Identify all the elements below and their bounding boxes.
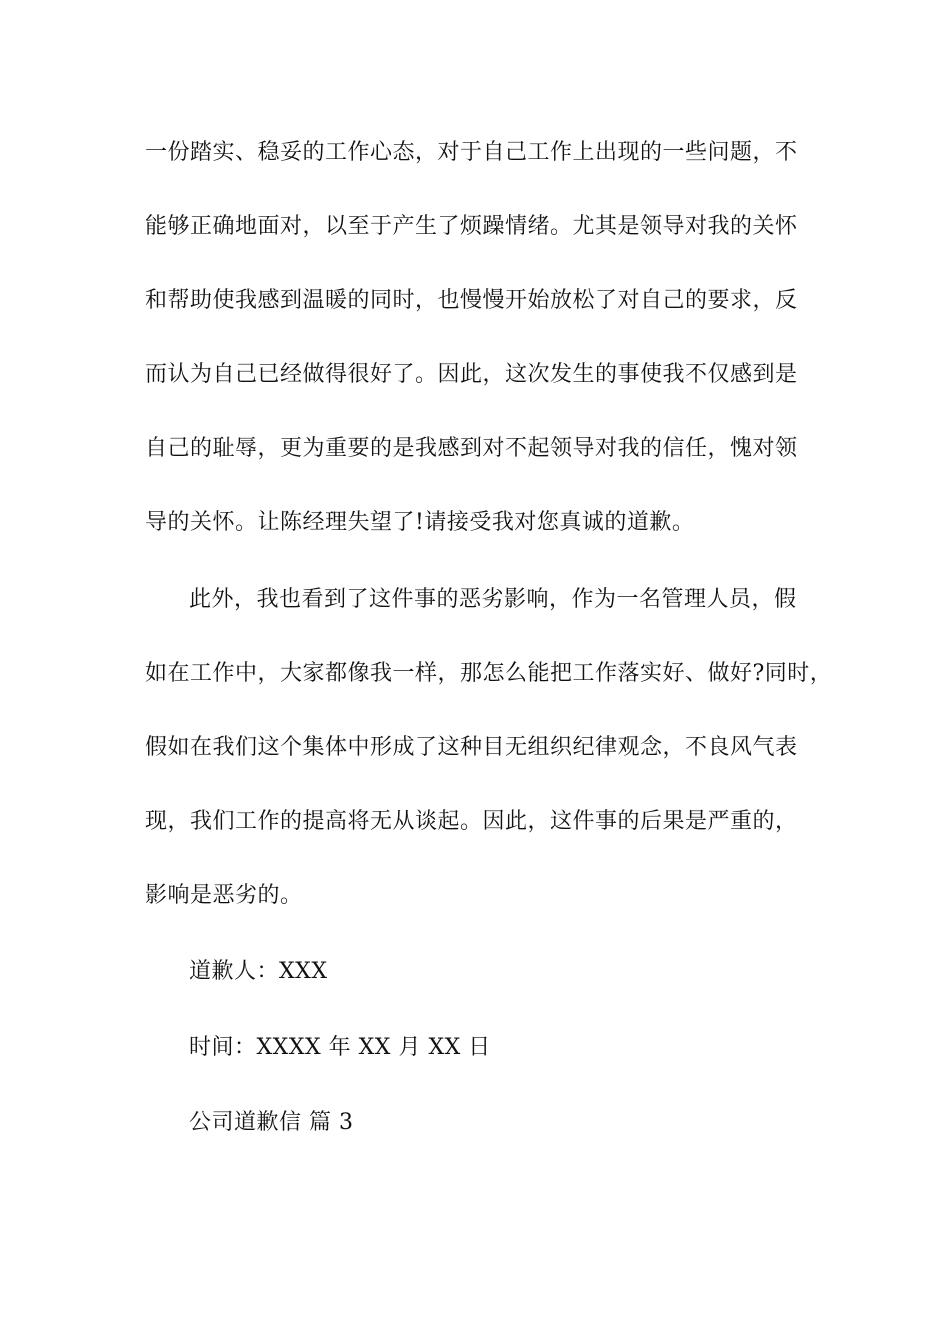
paragraph-line: 而认为自己已经做得很好了。因此，这次发生的事使我不仅感到是 (145, 362, 798, 387)
signature-line: 道歉人：XXX (189, 959, 328, 984)
paragraph-line: 此外，我也看到了这件事的恶劣影响，作为一名管理人员，假 (189, 587, 797, 612)
paragraph-line: 如在工作中，大家都像我一样，那怎么能把工作落实好、做好?同时， (145, 661, 833, 686)
paragraph-line: 现，我们工作的提高将无从谈起。因此，这件事的后果是严重的， (145, 809, 798, 834)
paragraph-line: 和帮助使我感到温暖的同时，也慢慢开始放松了对自己的要求，反 (145, 288, 798, 313)
paragraph-line: 影响是恶劣的。 (145, 883, 303, 908)
paragraph-line: 能够正确地面对，以至于产生了烦躁情绪。尤其是领导对我的关怀 (145, 214, 798, 239)
paragraph-line: 一份踏实、稳妥的工作心态，对于自己工作上出现的一些问题，不 (145, 140, 798, 165)
paragraph-line: 假如在我们这个集体中形成了这种目无组织纪律观念，不良风气表 (145, 735, 798, 760)
section-heading: 公司道歉信 篇 3 (189, 1110, 354, 1135)
paragraph-line: 自己的耻辱，更为重要的是我感到对不起领导对我的信任，愧对领 (145, 436, 798, 461)
date-line: 时间：XXXX 年 XX 月 XX 日 (189, 1035, 491, 1060)
paragraph-line: 导的关怀。让陈经理失望了!请接受我对您真诚的道歉。 (145, 510, 695, 535)
